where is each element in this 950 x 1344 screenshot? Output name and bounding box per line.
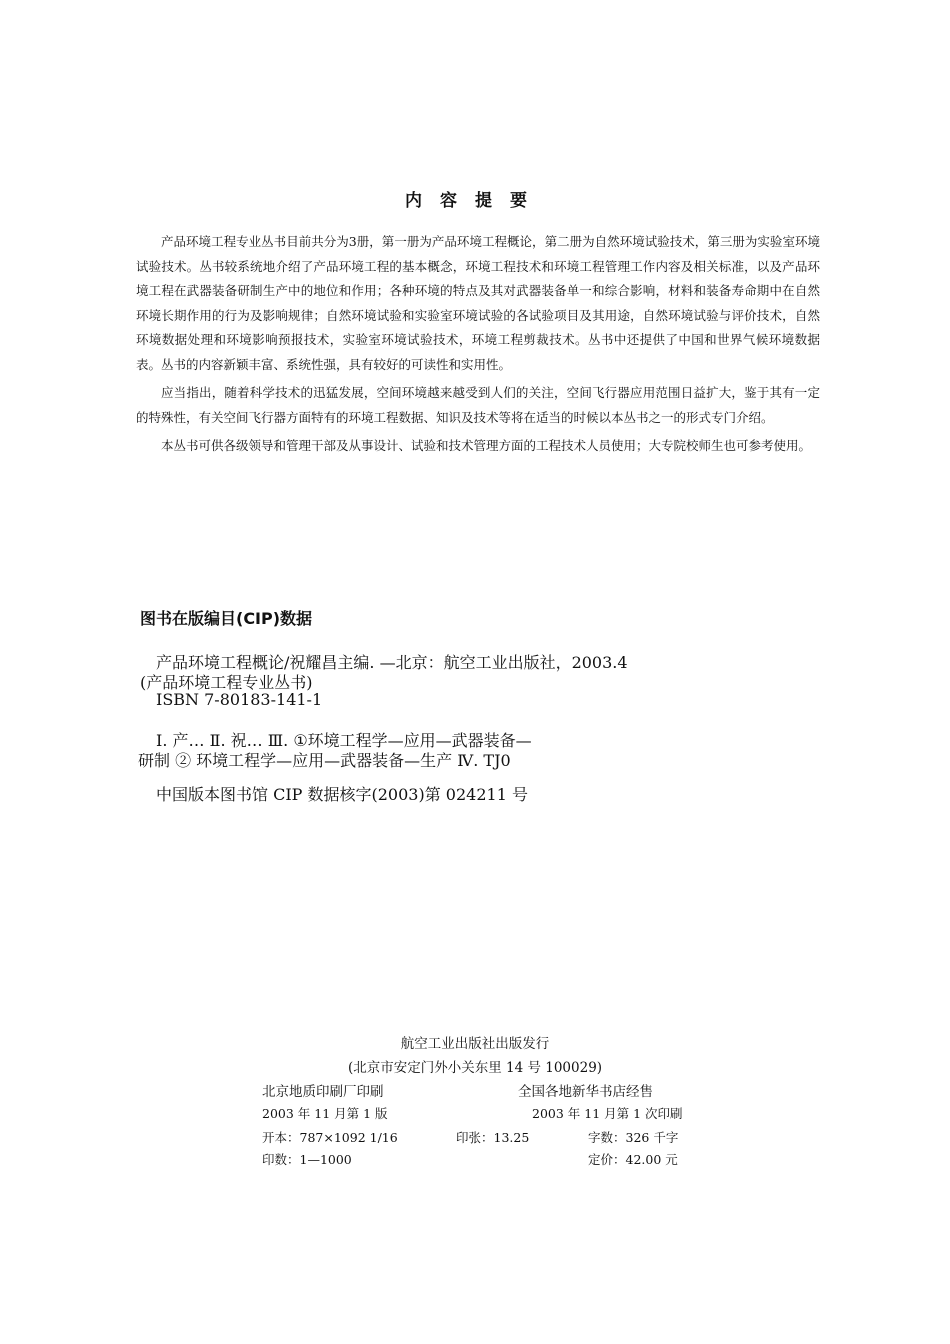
- publisher-address: (北京市安定门外小关东里 14 号 100029): [347, 1060, 603, 1076]
- printer: 北京地质印刷厂印刷: [262, 1084, 384, 1100]
- distributor: 全国各地新华书店经售: [518, 1084, 653, 1100]
- edition: 2003 年 11 月第 1 版: [262, 1106, 388, 1121]
- printing: 2003 年 11 月第 1 次印刷: [532, 1106, 683, 1121]
- cip-line-6: 中国版本图书馆 CIP 数据核字(2003)第 024211 号: [156, 785, 528, 804]
- cip-line-1: 产品环境工程概论/祝耀昌主编. —北京：航空工业出版社，2003.4: [156, 653, 628, 672]
- cip-isbn: ISBN 7-80183-141-1: [156, 690, 323, 709]
- summary-paragraph-3: 本丛书可供各级领导和管理干部及从事设计、试验和技术管理方面的工程技术人员使用；大专院校师生也可参考使用。: [161, 438, 812, 453]
- cip-heading: 图书在版编目(CIP)数据: [140, 609, 313, 628]
- summary-paragraph-1: 产品环境工程专业丛书目前共分为3册，第一册为产品环境工程概论，第二册为自然环境试验技术，第三册为实验室环境试验技术。丛书较系统地介绍了产品环境工程的基本概念，环境工程技术和环境工程管理工作内容及相关标准，以及产品环境工程在武器装备研制生产中的地位和作用；各种环境的特点及其对武器装备单一和综合影响，材料和装备寿命期中在自然环境长期作用的行为及影响规律；自然环境试验和实验室环境试验的各试验项目及其用途，自然环境试验与评价技术，自然环境数据处理和环境影响预报技术，实验室环境试验技术，环境工程剪裁技术。丛书中还提供了中国和世界气候环境数据表。丛书的内容新颖丰富、系统性强，具有较好的可读性和实用性。: [136, 234, 820, 372]
- summary-title: 内容提要: [405, 191, 545, 211]
- price: 定价：42.00 元: [588, 1152, 678, 1167]
- cip-line-2: (产品环境工程专业丛书): [140, 673, 313, 692]
- sheets: 印张：13.25: [456, 1130, 530, 1145]
- copies: 印数：1—1000: [262, 1152, 352, 1167]
- cip-line-4: Ⅰ. 产… Ⅱ. 祝… Ⅲ. ①环境工程学—应用—武器装备—: [156, 731, 532, 750]
- summary-body: [136, 230, 820, 463]
- publisher-line: 航空工业出版社出版发行: [400, 1036, 550, 1052]
- word-count: 字数：326 千字: [588, 1130, 679, 1145]
- cip-line-5: 研制 ② 环境工程学—应用—武器装备—生产 Ⅳ. TJ0: [138, 751, 511, 770]
- format: 开本：787×1092 1/16: [262, 1130, 398, 1145]
- summary-paragraph-2: 应当指出，随着科学技术的迅猛发展，空间环境越来越受到人们的关注，空间飞行器应用范围日益扩大，鉴于其有一定的特殊性，有关空间飞行器方面特有的环境工程数据、知识及技术等将在适当的时候以本丛书之一的形式专门介绍。: [136, 385, 820, 425]
